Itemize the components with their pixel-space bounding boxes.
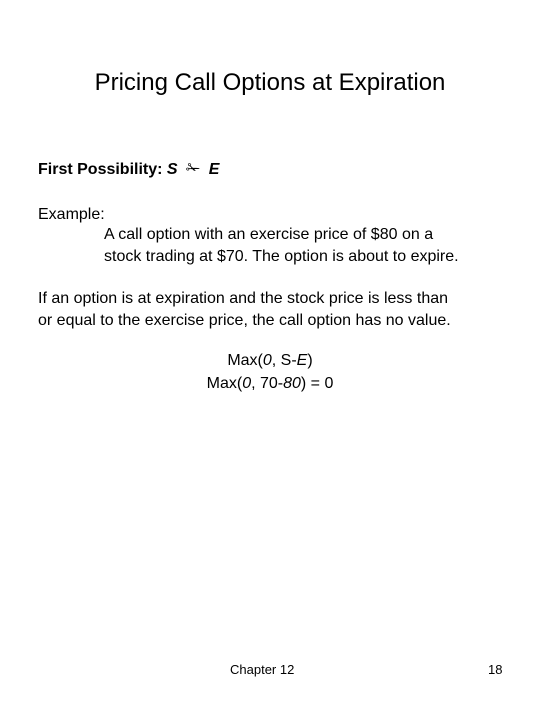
possibility-label: First Possibility: [38, 161, 163, 178]
footer-page-number: 18 [488, 662, 503, 677]
example-body [104, 224, 524, 268]
possibility-heading [38, 158, 219, 181]
exercise-price-symbol: E [208, 161, 220, 178]
formula-example-mid: , 70- [251, 375, 284, 392]
formula-example-eighty: 80 [283, 375, 301, 392]
formula-general-sep: , S- [271, 352, 297, 369]
formula-general-suffix: ) [307, 352, 313, 369]
stock-price-symbol: S [166, 161, 178, 178]
footer-chapter: Chapter 12 [230, 662, 295, 677]
relation-glyph-icon: ✁ [186, 159, 201, 178]
formula-example [0, 373, 540, 395]
example-line-1: A call option with an exercise price of $80 on a [104, 226, 434, 243]
formula-example-prefix: Max( [206, 375, 243, 392]
explanation-line-1: If an option is at expiration and the stock price is less than [38, 290, 449, 307]
formula-general [0, 350, 540, 372]
formula-example-zero: 0 [242, 375, 252, 392]
formula-general-e: E [296, 352, 308, 369]
explanation-paragraph [38, 288, 518, 332]
example-line-2: stock trading at $70. The option is about to expire. [104, 248, 459, 265]
example-label: Example: [38, 206, 105, 223]
formula-general-zero: 0 [262, 352, 272, 369]
explanation-line-2: or equal to the exercise price, the call option has no value. [38, 312, 451, 329]
formula-example-suffix: ) = 0 [300, 375, 334, 392]
slide-title: Pricing Call Options at Expiration [94, 69, 446, 96]
formula-general-prefix: Max( [227, 352, 263, 369]
